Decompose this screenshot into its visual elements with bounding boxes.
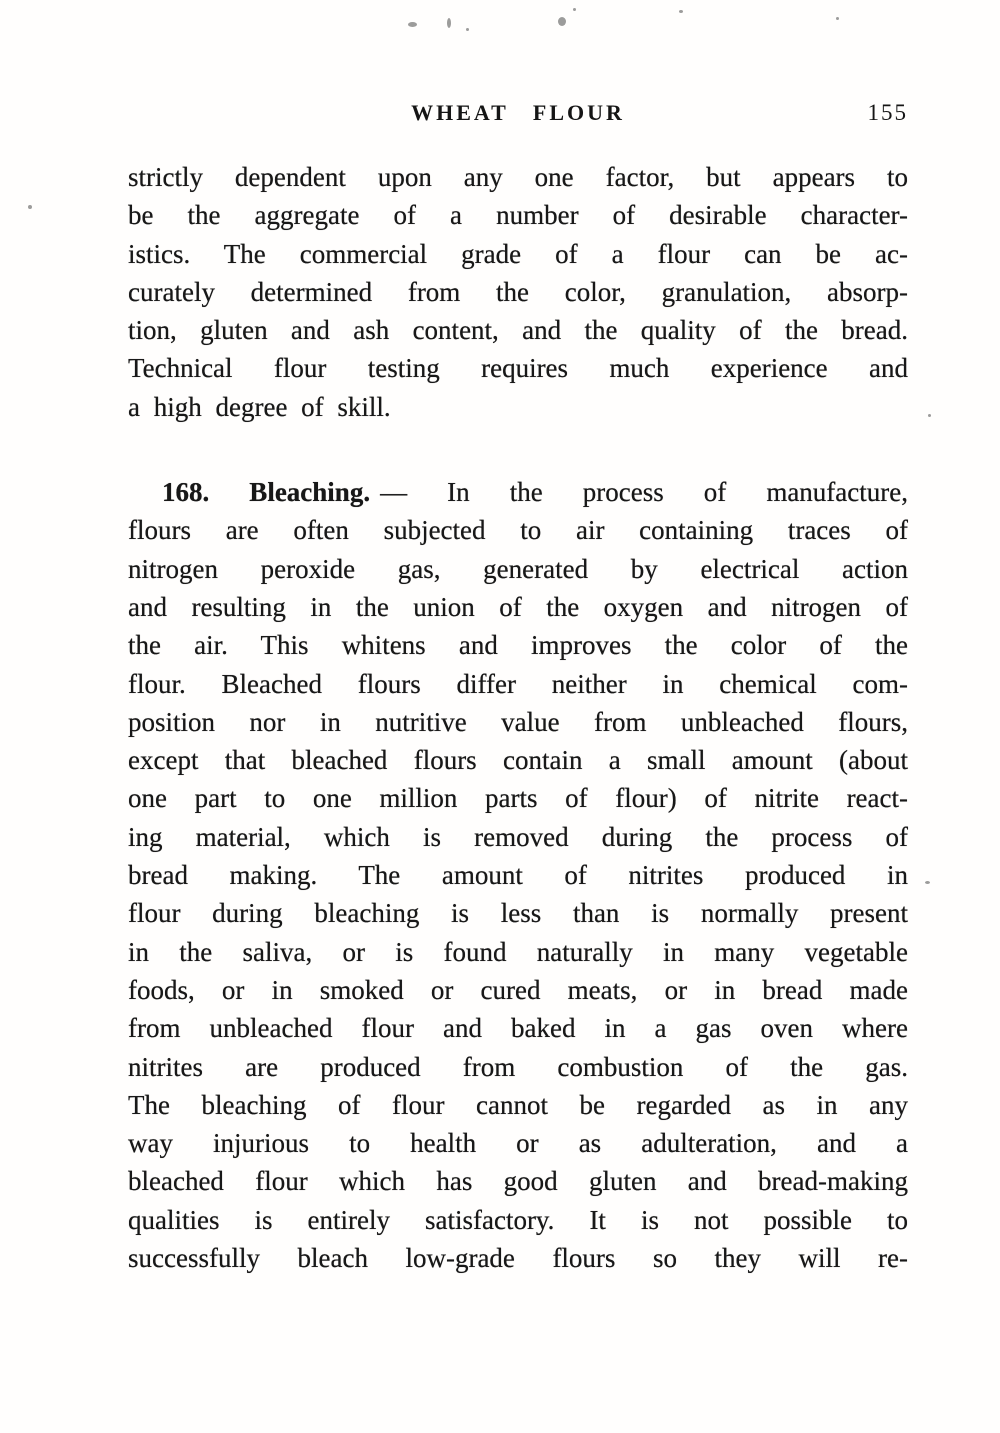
scan-speck (466, 28, 469, 31)
text-line: and resulting in the union of the oxygen and nitrogen of (128, 591, 908, 622)
text-line: tion, gluten and ash content, and the quality of the bread. (128, 315, 908, 346)
text-line: except that bleached flours contain a small amount (about (128, 745, 908, 776)
text-line: Technical flour testing requires much experience and (128, 353, 908, 384)
scan-speck (408, 22, 417, 27)
text-line: a high degree of skill. (128, 391, 391, 422)
text-line: nitrogen peroxide gas, generated by electrical action (128, 553, 908, 584)
text-line: be the aggregate of a number of desirable character- (128, 200, 908, 231)
scan-speck (836, 17, 839, 20)
text-line: in the saliva, or is found naturally in many vegetable (128, 936, 908, 967)
running-head: WHEAT FLOUR (411, 100, 625, 125)
scan-speck (558, 17, 566, 26)
scan-speck (573, 8, 576, 11)
text-line: position nor in nutritive value from unbleached flours, (128, 706, 908, 737)
text-line: way injurious to health or as adulteration, and a (128, 1128, 908, 1159)
text-line: one part to one million parts of flour) of nitrite react- (128, 783, 908, 814)
page-number: 155 (867, 100, 908, 125)
text-line: bleached flour which has good gluten and bread-making (128, 1166, 908, 1197)
text-line: flour during bleaching is less than is normally present (128, 898, 908, 929)
text-line: strictly dependent upon any one factor, but appears to (128, 162, 908, 192)
text-line: ing material, which is removed during the process of (128, 821, 908, 852)
scan-speck (928, 414, 931, 417)
scan-speck (925, 881, 930, 884)
text-line: flour. Bleached flours differ neither in chemical com- (128, 668, 908, 699)
paragraph (128, 158, 908, 426)
text-line: nitrites are produced from combustion of the gas. (128, 1051, 908, 1082)
text-line: bread making. The amount of nitrites produced in (128, 860, 908, 891)
text-line: from unbleached flour and baked in a gas oven where (128, 1013, 908, 1044)
text-line: foods, or in smoked or cured meats, or in bread made (128, 974, 908, 1005)
text-line: successfully bleach low-grade flours so they will re- (128, 1243, 908, 1274)
text-line: flours are often subjected to air containing traces of (128, 515, 908, 546)
text-line: istics. The commercial grade of a flour can be ac- (128, 238, 908, 269)
scan-speck (28, 205, 32, 209)
paragraph (128, 473, 908, 1277)
scan-speck (447, 18, 451, 28)
text-line-content: — In the process of manufacture, (380, 477, 908, 508)
body-text (128, 158, 908, 1277)
section-heading: 168. Bleaching. (162, 477, 371, 508)
page-header (128, 100, 908, 134)
scan-speck (679, 10, 683, 13)
text-line: the air. This whitens and improves the color of the (128, 630, 908, 661)
text-line: curately determined from the color, granulation, absorp- (128, 276, 908, 307)
text-line: The bleaching of flour cannot be regarded as in any (128, 1089, 908, 1120)
text-line: qualities is entirely satisfactory. It is not possible to (128, 1204, 908, 1235)
text-line (128, 473, 908, 511)
